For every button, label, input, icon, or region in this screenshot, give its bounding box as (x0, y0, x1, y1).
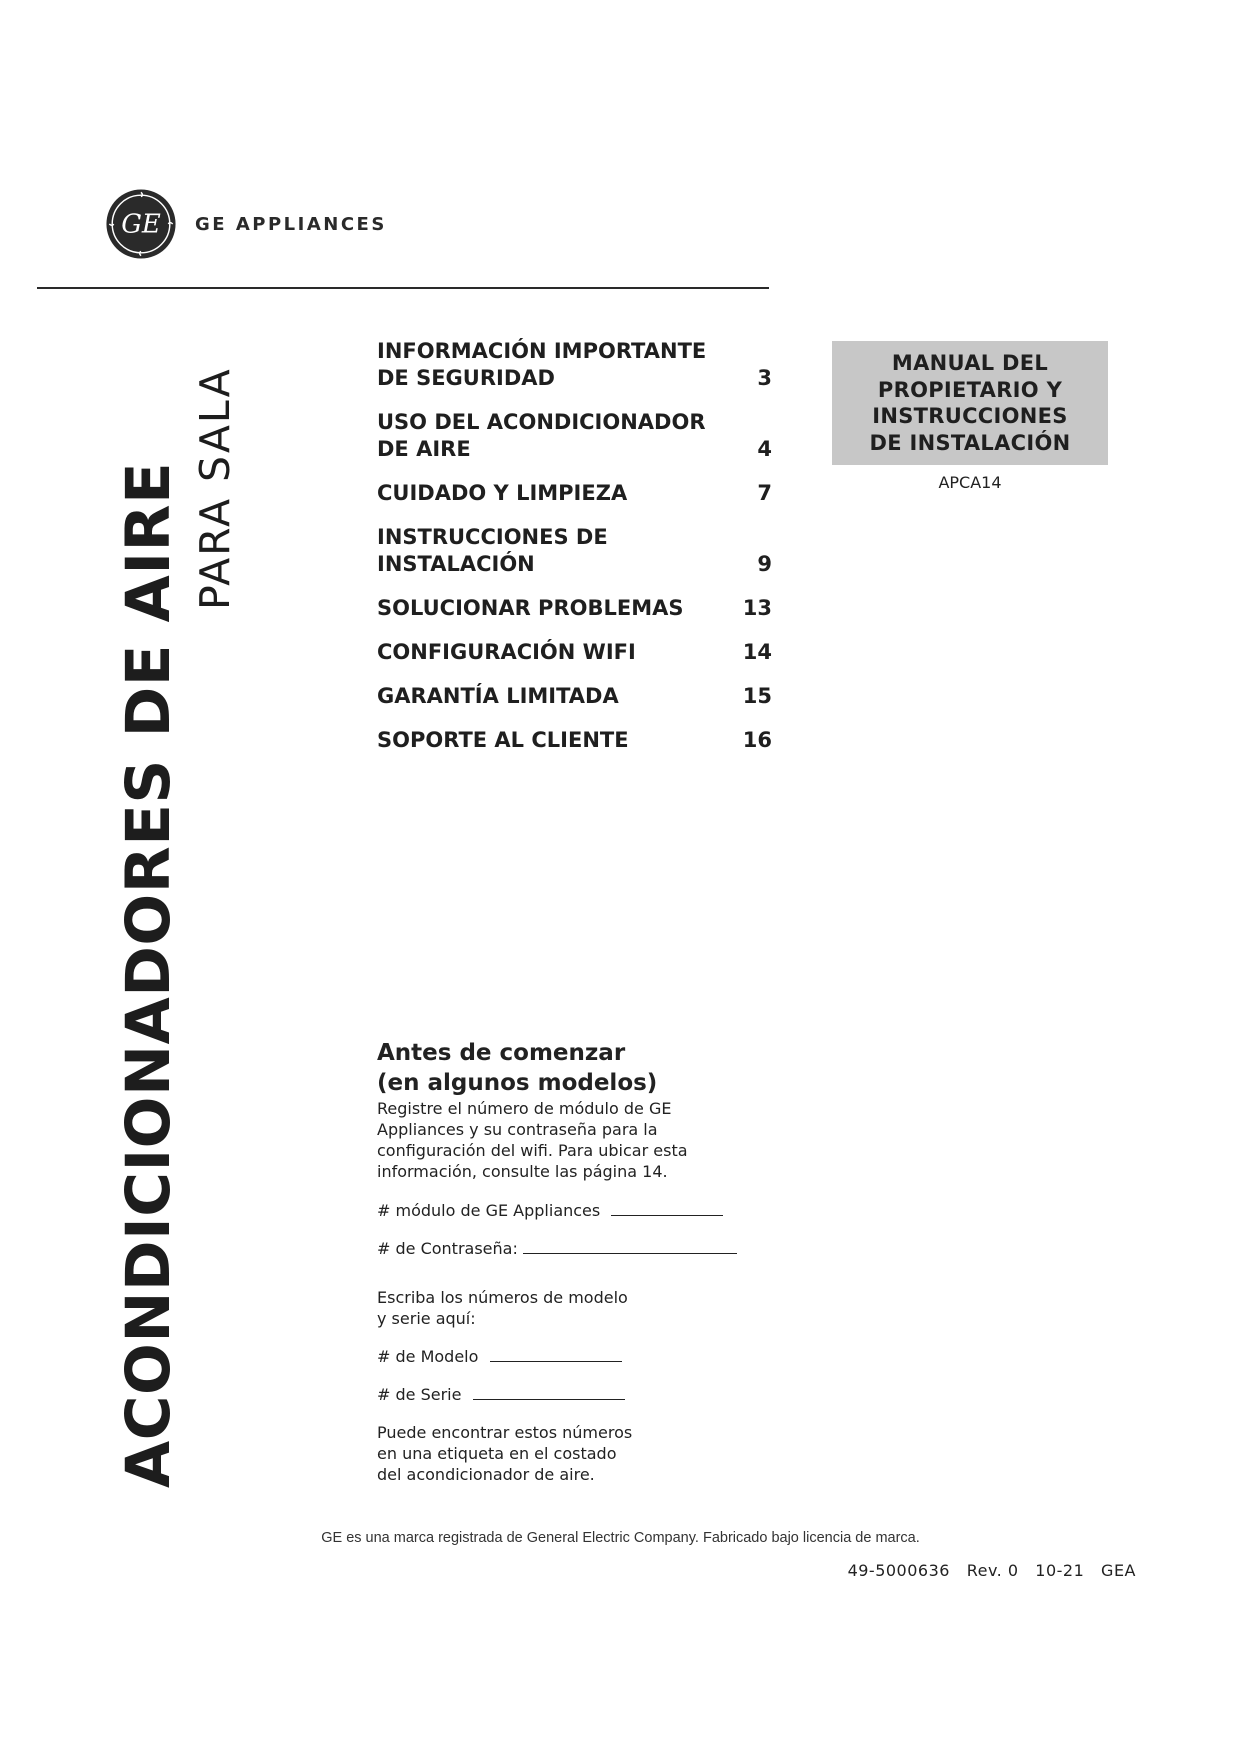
model-field (377, 1346, 797, 1367)
password-field (377, 1238, 797, 1259)
ge-monogram-icon (105, 188, 177, 260)
module-number-blank (611, 1201, 723, 1216)
toc-label: INSTRUCCIONES DE INSTALACIÓN (377, 525, 608, 576)
toc-item (377, 409, 772, 463)
toc-label: GARANTÍA LIMITADA (377, 684, 619, 708)
toc-label: SOLUCIONAR PROBLEMAS (377, 596, 684, 620)
brand-name: GE APPLIANCES (195, 213, 387, 235)
password-blank (523, 1239, 737, 1254)
serial-label: # de Serie (377, 1385, 462, 1404)
find-note: Puede encontrar estos números en una etiqueta en el costado del acondicionador de aire. (377, 1423, 633, 1484)
toc-label: INFORMACIÓN IMPORTANTE DE SEGURIDAD (377, 339, 707, 390)
trademark-note: GE es una marca registrada de General Electric Company. Fabricado bajo licencia de marca. (321, 1530, 920, 1546)
toc-page: 13 (742, 596, 772, 620)
manual-title: MANUAL DEL PROPIETARIO Y INSTRUCCIONES DE INSTALACIÓN (869, 351, 1071, 455)
svg-text:GE: GE (121, 209, 161, 240)
model-number: APCA14 (938, 473, 1002, 492)
toc-item (377, 480, 772, 507)
vertical-subtitle: PARA SALA (191, 367, 239, 610)
brand-header (105, 188, 387, 260)
toc-page: 14 (742, 640, 772, 664)
manual-title-box (832, 341, 1108, 465)
toc-item (377, 524, 772, 578)
toc-page: 16 (742, 728, 772, 752)
model-label: # de Modelo (377, 1347, 479, 1366)
model-blank (490, 1347, 622, 1362)
toc-item (377, 683, 772, 710)
toc-item (377, 639, 772, 666)
toc-label: SOPORTE AL CLIENTE (377, 728, 629, 752)
serial-blank (473, 1385, 625, 1400)
vertical-title: ACONDICIONADORES DE AIRE (113, 461, 184, 1488)
toc-label: USO DEL ACONDICIONADOR DE AIRE (377, 410, 706, 461)
serial-intro: Escriba los números de modelo y serie aquí: (377, 1288, 628, 1328)
toc-label: CONFIGURACIÓN WIFI (377, 640, 636, 664)
toc-page: 7 (757, 481, 772, 505)
before-intro: Registre el número de módulo de GE Appliances y su contraseña para la configuración del wifi. Para ubicar esta información, consulte las página 14. (377, 1099, 688, 1181)
toc-item (377, 595, 772, 622)
header-divider (37, 287, 769, 289)
toc-item (377, 338, 772, 392)
before-heading: Antes de comenzar (en algunos modelos) (377, 1040, 658, 1096)
table-of-contents (377, 338, 772, 771)
before-you-start-section (377, 1038, 797, 1485)
module-number-field (377, 1200, 797, 1221)
module-number-label: # módulo de GE Appliances (377, 1201, 601, 1220)
toc-page: 3 (757, 366, 772, 390)
toc-label: CUIDADO Y LIMPIEZA (377, 481, 628, 505)
serial-field (377, 1384, 797, 1405)
password-label: # de Contraseña: (377, 1239, 518, 1258)
toc-page: 9 (757, 552, 772, 576)
toc-page: 15 (742, 684, 772, 708)
toc-item (377, 727, 772, 754)
document-number: 49-5000636 Rev. 0 10-21 GEA (847, 1561, 1136, 1580)
toc-page: 4 (757, 437, 772, 461)
